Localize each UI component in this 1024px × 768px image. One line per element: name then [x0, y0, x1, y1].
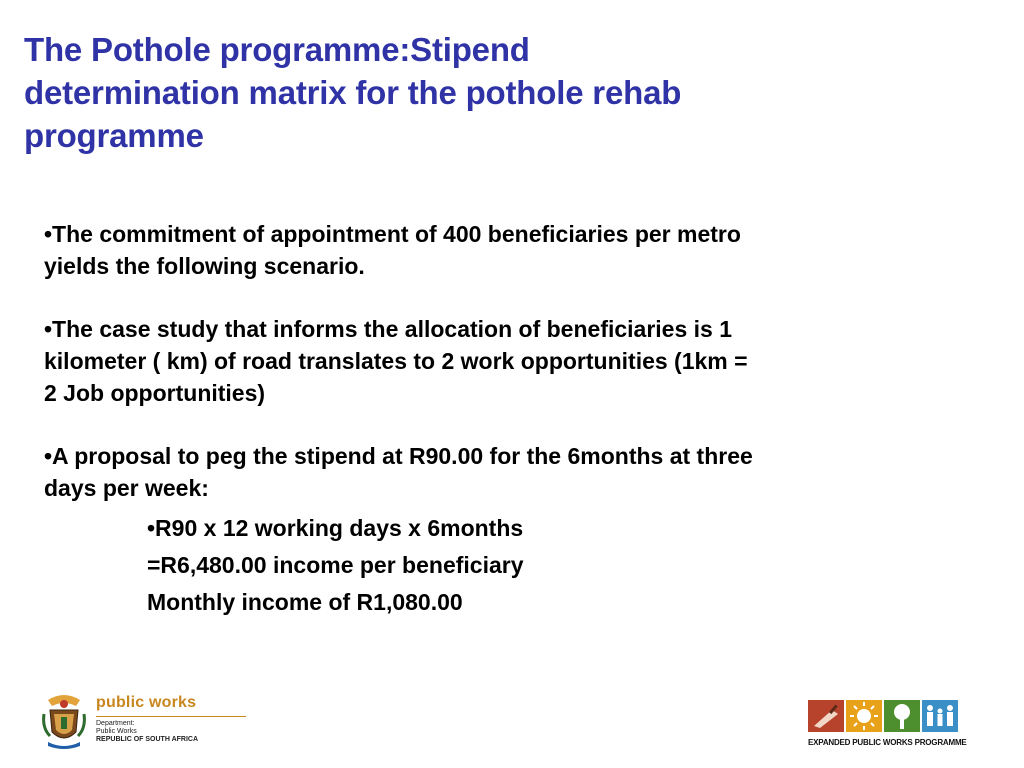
bullet-3-line-2: days per week:: [44, 475, 209, 501]
calc-income-total: =R6,480.00 income per beneficiary: [147, 552, 524, 578]
public-works-department: [96, 720, 198, 744]
epwp-tiles: [808, 700, 958, 732]
bullet-3-line-1: •A proposal to peg the stipend at R90.00 for the 6months at three: [44, 443, 753, 469]
slide-title: [24, 28, 924, 157]
title-line-2: determination matrix for the pothole rehab: [24, 74, 682, 111]
public-works-name: public works: [96, 694, 197, 711]
epwp-logo: [808, 700, 967, 750]
bullet-1-line-2: yields the following scenario.: [44, 253, 365, 279]
country-name: REPUBLIC OF SOUTH AFRICA: [96, 736, 199, 743]
public-works-logo: [40, 692, 220, 752]
family-icon: [922, 700, 958, 732]
bullet-case-study: [44, 313, 944, 409]
tree-icon: [884, 700, 920, 732]
bullet-2-line-1: •The case study that informs the allocation of beneficiaries is 1: [44, 316, 733, 342]
department-name: Public Works: [96, 728, 137, 735]
bullet-proposal: [44, 440, 944, 504]
bullet-1-line-1: •The commitment of appointment of 400 beneficiaries per metro: [44, 221, 741, 247]
sun-icon: [846, 700, 882, 732]
bullet-2-line-2: kilometer ( km) of road translates to 2 work opportunities (1km =: [44, 348, 748, 374]
coat-of-arms-icon: [40, 692, 88, 752]
slide-body: [44, 218, 944, 621]
bullet-2-line-3: 2 Job opportunities): [44, 380, 266, 406]
epwp-caption: EXPANDED PUBLIC WORKS PROGRAMME: [808, 738, 967, 747]
calc-working-days: •R90 x 12 working days x 6months: [147, 515, 524, 541]
trowel-icon: [808, 700, 844, 732]
department-label: Department:: [96, 720, 135, 727]
public-works-divider: [96, 716, 246, 717]
bullet-commitment: [44, 218, 944, 282]
proposal-calculation: [44, 510, 944, 621]
calc-monthly-income: Monthly income of R1,080.00: [147, 589, 463, 615]
title-line-1: The Pothole programme:Stipend: [24, 31, 530, 68]
title-line-3: programme: [24, 117, 204, 154]
